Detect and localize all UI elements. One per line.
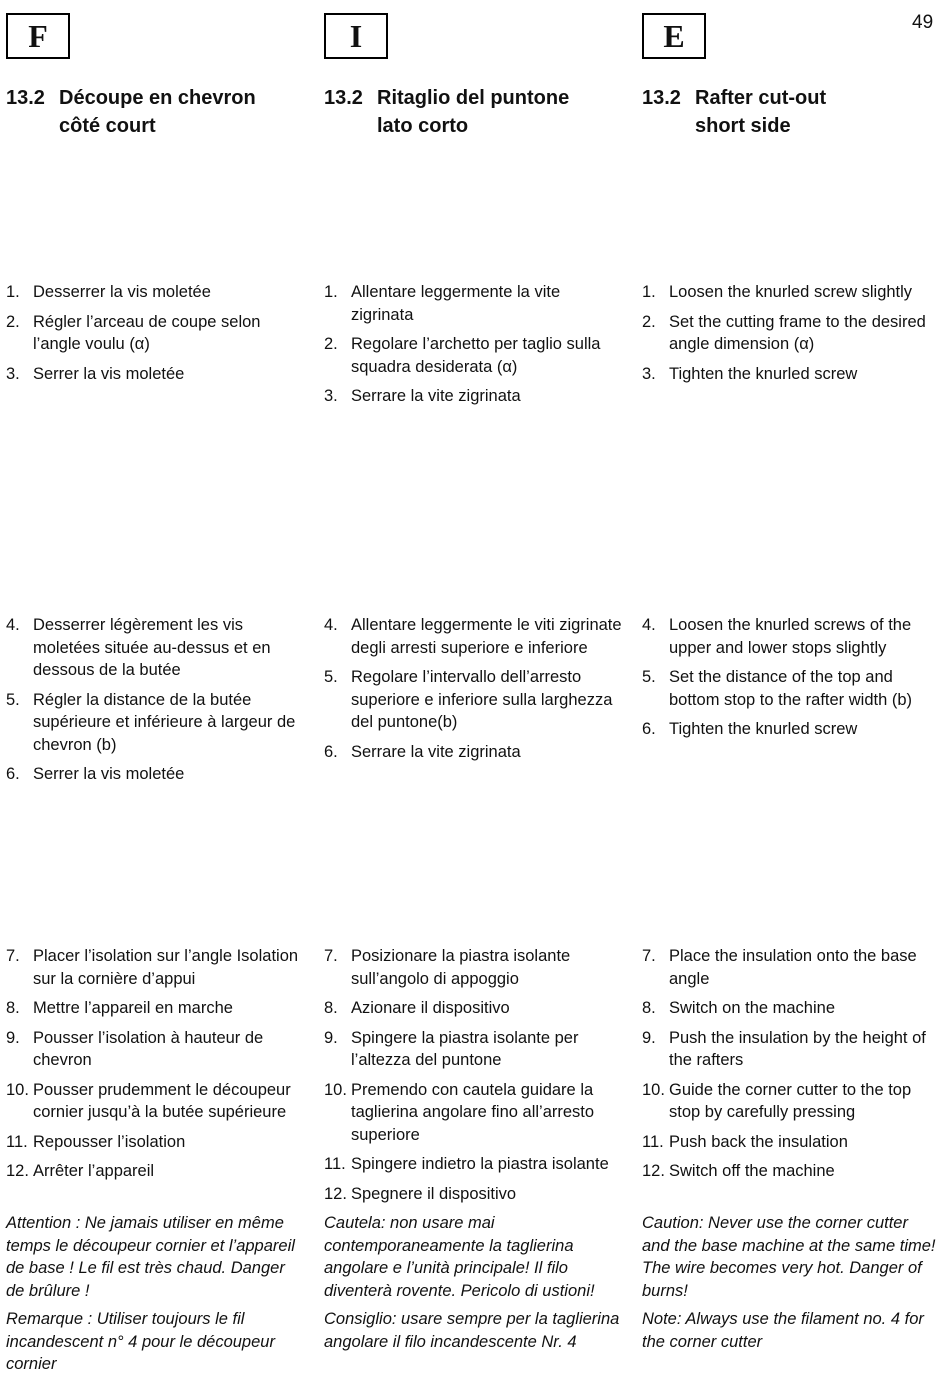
step-text: Régler la distance de la butée supérieure et inférieure à largeur de chevron (b) (33, 690, 296, 754)
section-number: 13.2 (324, 87, 363, 109)
step-item (642, 997, 942, 1020)
step-number: 7. (324, 947, 338, 965)
steps-list-2 (642, 614, 942, 748)
step-item (642, 718, 942, 741)
step-number: 3. (6, 364, 20, 383)
step-item (6, 281, 306, 304)
remark-note: Consiglio: usare sempre per la taglierina angolare il filo incandescente Nr. 4 (324, 1310, 620, 1351)
step-item (6, 689, 306, 757)
step-item (642, 311, 942, 356)
step-item (642, 666, 942, 711)
section-title: Rafter cut-out short side (695, 87, 827, 137)
step-number: 2. (324, 335, 338, 353)
step-number: 12. (6, 1162, 29, 1180)
step-number: 5. (6, 690, 20, 709)
section-number: 13.2 (642, 87, 681, 109)
step-number: 3. (324, 387, 338, 405)
step-number: 4. (642, 616, 656, 634)
step-item (324, 614, 624, 659)
step-item (324, 1079, 624, 1147)
step-number: 10. (642, 1080, 665, 1099)
column-italian (324, 0, 624, 1364)
step-number: 7. (642, 947, 656, 965)
step-item (324, 1027, 624, 1072)
caution-note: Caution: Never use the corner cutter and the base machine at the same time! The wire becomes very hot. Danger of burns! (642, 1214, 936, 1300)
step-number: 9. (6, 1028, 20, 1047)
step-text: Switch on the machine (669, 999, 836, 1017)
step-number: 12. (324, 1184, 347, 1203)
step-text: Set the distance of the top and bottom stop to the rafter width (b) (669, 668, 913, 709)
language-box: E (642, 13, 706, 59)
step-item (6, 945, 306, 990)
step-number: 10. (6, 1080, 29, 1099)
step-item (6, 1160, 306, 1183)
language-box: I (324, 13, 388, 59)
step-text: Set the cutting frame to the desired angle dimension (α) (669, 312, 926, 353)
step-item (6, 1027, 306, 1072)
steps-list-3 (324, 945, 624, 1212)
step-item (6, 997, 306, 1020)
step-number: 4. (324, 616, 338, 634)
step-text: Mettre l’appareil en marche (33, 999, 233, 1017)
step-text: Spingere la piastra isolante per l’altezza del puntone (351, 1028, 579, 1069)
step-number: 9. (324, 1028, 338, 1047)
step-number: 1. (6, 283, 20, 301)
step-text: Switch off the machine (669, 1162, 835, 1180)
step-item (324, 666, 624, 734)
step-text: Pousser prudemment le découpeur cornier jusqu’à la butée supérieure (33, 1080, 291, 1121)
step-number: 11. (642, 1132, 664, 1151)
step-text: Placer l’isolation sur l’angle Isolation sur la cornière d’appui (33, 947, 299, 988)
step-text: Desserrer légèrement les vis moletées située au-dessus et en dessous de la butée (33, 616, 271, 679)
step-text: Push the insulation by the height of the rafters (669, 1028, 926, 1069)
steps-list-2 (6, 614, 306, 793)
step-item (324, 333, 624, 378)
step-item (6, 363, 306, 386)
step-text: Pousser l’isolation à hauteur de chevron (33, 1028, 264, 1069)
step-number: 6. (642, 720, 656, 738)
step-text: Place the insulation onto the base angle (669, 947, 917, 988)
section-title: Découpe en chevron côté court (59, 87, 256, 137)
step-number: 6. (6, 765, 20, 783)
step-text: Azionare il dispositivo (351, 999, 510, 1017)
step-text: Push back the insulation (669, 1132, 848, 1151)
step-number: 4. (6, 616, 20, 634)
step-text: Regolare l’intervallo dell’arresto superiore e inferiore sulla larghezza del puntone(b) (351, 668, 613, 731)
step-number: 8. (642, 999, 656, 1017)
step-item (324, 945, 624, 990)
step-item (324, 997, 624, 1020)
step-item (6, 311, 306, 356)
step-item (324, 1153, 624, 1176)
step-text: Desserrer la vis moletée (33, 283, 211, 301)
step-item (324, 281, 624, 326)
step-item (324, 385, 624, 408)
step-number: 1. (642, 283, 656, 301)
step-text: Serrare la vite zigrinata (351, 387, 521, 405)
step-item (324, 741, 624, 764)
step-item (6, 1131, 306, 1154)
step-text: Allentare leggermente le viti zigrinate degli arresti superiore e inferiore (351, 616, 622, 657)
step-text: Tighten the knurled screw (669, 720, 858, 738)
step-number: 11. (324, 1155, 346, 1173)
step-number: 1. (324, 283, 338, 301)
step-text: Allentare leggermente la vite zigrinata (351, 283, 561, 324)
column-french (6, 0, 306, 1373)
step-item (6, 614, 306, 682)
column-english (642, 0, 942, 1364)
step-item (642, 281, 942, 304)
steps-list-2 (324, 614, 624, 770)
step-text: Serrer la vis moletée (33, 765, 185, 783)
remark-note: Note: Always use the filament no. 4 for the corner cutter (642, 1310, 924, 1351)
step-text: Arrêter l’appareil (33, 1162, 155, 1180)
steps-list-3 (642, 945, 942, 1190)
section-number: 13.2 (6, 87, 45, 109)
step-text: Spingere indietro la piastra isolante (351, 1155, 609, 1173)
step-number: 5. (642, 668, 656, 686)
language-box: F (6, 13, 70, 59)
step-text: Repousser l’isolation (33, 1132, 186, 1151)
step-item (642, 363, 942, 386)
step-item (6, 763, 306, 786)
step-number: 9. (642, 1028, 656, 1047)
section-title: Ritaglio del puntone lato corto (377, 87, 570, 137)
step-number: 8. (6, 999, 20, 1017)
step-number: 10. (324, 1080, 347, 1099)
step-item (642, 945, 942, 990)
step-text: Premendo con cautela guidare la taglierina angolare fino all’arresto superiore (351, 1080, 595, 1144)
step-number: 8. (324, 999, 338, 1017)
steps-list-1 (6, 281, 306, 392)
step-text: Regolare l’archetto per taglio sulla squadra desiderata (α) (351, 335, 601, 376)
step-text: Guide the corner cutter to the top stop by carefully pressing (669, 1080, 912, 1121)
step-text: Tighten the knurled screw (669, 364, 858, 383)
caution-note: Cautela: non usare mai contemporaneamente la taglierina angolare e l’unità principale! Il filo diventerà rovente. Pericolo di ustioni! (324, 1214, 595, 1300)
step-item (642, 1027, 942, 1072)
step-item (324, 1183, 624, 1206)
step-number: 2. (6, 312, 20, 331)
step-text: Régler l’arceau de coupe selon l’angle voulu (α) (33, 312, 261, 353)
step-number: 6. (324, 742, 338, 761)
step-text: Serrer la vis moletée (33, 364, 185, 383)
caution-note: Attention : Ne jamais utiliser en même temps le découpeur cornier et l’appareil de base ! Le fil est très chaud. Danger de brûlure ! (6, 1214, 295, 1300)
step-item (6, 1079, 306, 1124)
steps-list-3 (6, 945, 306, 1190)
step-number: 11. (6, 1132, 28, 1151)
step-text: Spegnere il dispositivo (351, 1184, 517, 1203)
step-number: 7. (6, 947, 20, 965)
step-item (642, 1131, 942, 1154)
steps-list-1 (642, 281, 942, 392)
page-number: 49 (912, 12, 934, 33)
step-item (642, 1160, 942, 1183)
step-item (642, 1079, 942, 1124)
step-text: Loosen the knurled screws of the upper and lower stops slightly (669, 616, 912, 657)
step-number: 12. (642, 1162, 665, 1180)
remark-note: Remarque : Utiliser toujours le fil incandescent n° 4 pour le découpeur cornier (6, 1310, 275, 1373)
step-text: Loosen the knurled screw slightly (669, 283, 913, 301)
step-number: 2. (642, 312, 656, 331)
step-text: Posizionare la piastra isolante sull’angolo di appoggio (351, 947, 571, 988)
step-number: 5. (324, 668, 338, 686)
steps-list-1 (324, 281, 624, 415)
step-item (642, 614, 942, 659)
step-number: 3. (642, 364, 656, 383)
step-text: Serrare la vite zigrinata (351, 742, 521, 761)
